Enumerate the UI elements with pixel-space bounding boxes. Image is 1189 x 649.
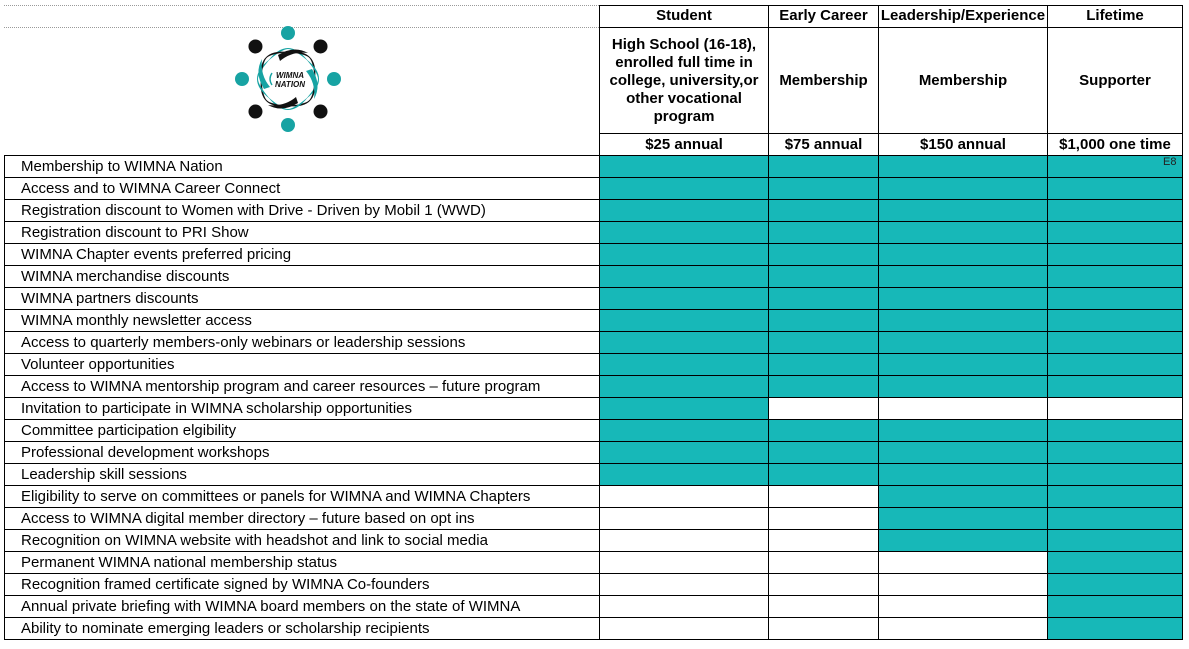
benefit-included-cell [879,464,1047,486]
benefit-label: WIMNA Chapter events preferred pricing [21,246,292,263]
grid-line [4,199,1183,200]
grid-line [878,5,879,640]
benefit-label: Access to WIMNA mentorship program and career resources – future program [21,378,541,395]
benefit-label: Leadership skill sessions [21,466,187,483]
benefit-included-cell [879,156,1047,178]
benefit-included-cell [1048,222,1182,244]
benefit-included-cell [1048,464,1182,486]
wimna-logo-icon [222,17,354,141]
benefit-label: Access to quarterly members-only webinars or leadership sessions [21,334,466,351]
grid-line [4,243,1183,244]
benefit-included-cell [600,178,768,200]
grid-line [4,265,1183,266]
benefit-label: Ability to nominate emerging leaders or scholarship recipients [21,620,430,637]
benefit-included-cell [769,266,878,288]
benefit-included-cell [600,376,768,398]
benefit-included-cell [1048,354,1182,376]
benefit-included-cell [769,332,878,354]
benefit-included-cell [600,442,768,464]
benefit-included-cell [879,420,1047,442]
sheet-gridline [4,5,599,6]
grid-line [1182,5,1183,640]
benefit-empty-cell [600,618,768,640]
benefit-included-cell [600,332,768,354]
grid-line [599,5,600,640]
grid-line [4,397,1183,398]
grid-line [599,133,1183,134]
benefit-label: Permanent WIMNA national membership status [21,554,337,571]
grid-line [4,375,1183,376]
benefit-included-cell [1048,332,1182,354]
benefit-empty-cell [600,596,768,618]
benefit-empty-cell [600,530,768,552]
wimna-nation-logo [222,17,354,141]
column-title-lifetime: Lifetime [1086,7,1144,24]
column-subtitle-lifetime: Supporter [1079,71,1151,89]
benefit-empty-cell [1048,398,1182,420]
grid-line [4,177,1183,178]
benefit-included-cell [879,376,1047,398]
benefit-label: Registration discount to PRI Show [21,224,249,241]
benefit-included-cell [1048,420,1182,442]
benefit-empty-cell [600,508,768,530]
benefit-included-cell [879,508,1047,530]
benefit-included-cell [1048,200,1182,222]
benefit-included-cell [1048,266,1182,288]
benefit-included-cell [600,222,768,244]
benefit-included-cell [879,486,1047,508]
grid-line [4,573,1183,574]
benefit-included-cell [769,420,878,442]
price-lifetime: $1,000 one time [1059,136,1171,153]
grid-line [4,617,1183,618]
benefit-included-cell [1048,618,1182,640]
benefit-included-cell [1048,288,1182,310]
grid-line [4,507,1183,508]
benefit-included-cell [600,200,768,222]
benefit-label: WIMNA monthly newsletter access [21,312,252,329]
benefit-label: Recognition framed certificate signed by WIMNA Co-founders [21,576,430,593]
benefit-included-cell [769,244,878,266]
benefit-label: Recognition on WIMNA website with headshot and link to social media [21,532,488,549]
benefit-included-cell [600,464,768,486]
benefit-included-cell [879,354,1047,376]
benefit-included-cell [1048,508,1182,530]
logo-text-line1: WIMNA [276,71,304,80]
benefit-label: Volunteer opportunities [21,356,175,373]
benefit-empty-cell [769,574,878,596]
grid-line [4,639,1183,640]
grid-line [4,463,1183,464]
grid-line [4,485,1183,486]
column-title-early-career: Early Career [779,7,868,24]
column-title-student: Student [656,7,712,24]
benefit-included-cell [600,266,768,288]
benefit-label: WIMNA merchandise discounts [21,268,230,285]
grid-line [4,441,1183,442]
benefit-included-cell [879,442,1047,464]
cell-reference-label: E8 [1163,156,1177,168]
price-student: $25 annual [645,136,723,153]
column-subtitle-early-career: Membership [779,71,868,89]
benefit-included-cell [600,310,768,332]
grid-line [4,331,1183,332]
benefit-empty-cell [769,508,878,530]
benefit-included-cell [879,288,1047,310]
benefit-included-cell [1048,552,1182,574]
grid-line [4,221,1183,222]
benefit-included-cell [769,200,878,222]
grid-line [4,595,1183,596]
benefit-label: Registration discount to Women with Drive - Driven by Mobil 1 (WWD) [21,202,486,219]
benefit-label: Access and to WIMNA Career Connect [21,180,281,197]
grid-line [4,155,1183,156]
benefit-label: WIMNA partners discounts [21,290,199,307]
benefit-included-cell [600,398,768,420]
benefit-included-cell [1048,486,1182,508]
column-subtitle-leadership: Membership [918,71,1008,89]
benefit-included-cell [769,354,878,376]
benefit-empty-cell [769,530,878,552]
benefit-included-cell [769,178,878,200]
grid-line [4,551,1183,552]
grid-line [4,287,1183,288]
benefit-included-cell [879,310,1047,332]
benefit-empty-cell [769,552,878,574]
benefit-label: Committee participation elgibility [21,422,237,439]
benefit-included-cell [769,376,878,398]
benefit-empty-cell [769,398,878,420]
grid-line [768,5,769,640]
column-subtitle-student: High School (16-18), enrolled full time in college, university,or other vocational program [609,35,759,125]
benefit-included-cell [1048,574,1182,596]
benefit-included-cell [879,222,1047,244]
benefit-included-cell [600,354,768,376]
benefit-empty-cell [879,574,1047,596]
benefit-empty-cell [769,486,878,508]
benefit-label: Access to WIMNA digital member directory – future based on opt ins [21,510,475,527]
benefit-included-cell [1048,376,1182,398]
benefit-included-cell [769,442,878,464]
benefit-included-cell [879,530,1047,552]
benefit-empty-cell [600,552,768,574]
benefit-included-cell [600,156,768,178]
benefit-empty-cell [879,552,1047,574]
grid-line [599,5,1183,6]
benefit-included-cell [769,156,878,178]
benefit-label: Eligibility to serve on committees or panels for WIMNA and WIMNA Chapters [21,488,531,505]
benefit-empty-cell [879,398,1047,420]
grid-line [4,353,1183,354]
benefit-empty-cell [879,618,1047,640]
benefit-included-cell [879,200,1047,222]
benefit-label: Invitation to participate in WIMNA scholarship opportunities [21,400,413,417]
benefit-empty-cell [879,596,1047,618]
benefit-included-cell [1048,596,1182,618]
benefit-included-cell [600,244,768,266]
benefit-included-cell [1048,442,1182,464]
benefit-included-cell [1048,178,1182,200]
grid-line [4,529,1183,530]
benefit-included-cell [879,266,1047,288]
column-title-leadership: Leadership/Experience [880,7,1046,24]
benefit-empty-cell [769,596,878,618]
benefit-included-cell [879,244,1047,266]
benefit-included-cell [1048,310,1182,332]
benefit-included-cell [600,420,768,442]
benefit-empty-cell [769,618,878,640]
logo-text-line2: NATION [274,80,306,89]
benefit-included-cell [769,310,878,332]
grid-line [4,155,5,640]
grid-line [599,27,1183,28]
benefit-included-cell [769,464,878,486]
benefit-empty-cell [600,574,768,596]
price-early-career: $75 annual [784,136,863,153]
benefit-included-cell [879,332,1047,354]
benefit-included-cell [879,178,1047,200]
benefit-included-cell [769,288,878,310]
benefit-included-cell [1048,530,1182,552]
benefit-included-cell [1048,244,1182,266]
grid-line [1047,5,1048,640]
benefit-included-cell [600,288,768,310]
benefit-label: Membership to WIMNA Nation [21,158,223,175]
benefit-included-cell [769,222,878,244]
benefit-included-cell [1048,156,1182,178]
benefit-label: Professional development workshops [21,444,270,461]
grid-line [4,419,1183,420]
price-leadership: $150 annual [920,136,1006,153]
benefit-label: Annual private briefing with WIMNA board members on the state of WIMNA [21,598,521,615]
grid-line [4,309,1183,310]
benefit-empty-cell [600,486,768,508]
